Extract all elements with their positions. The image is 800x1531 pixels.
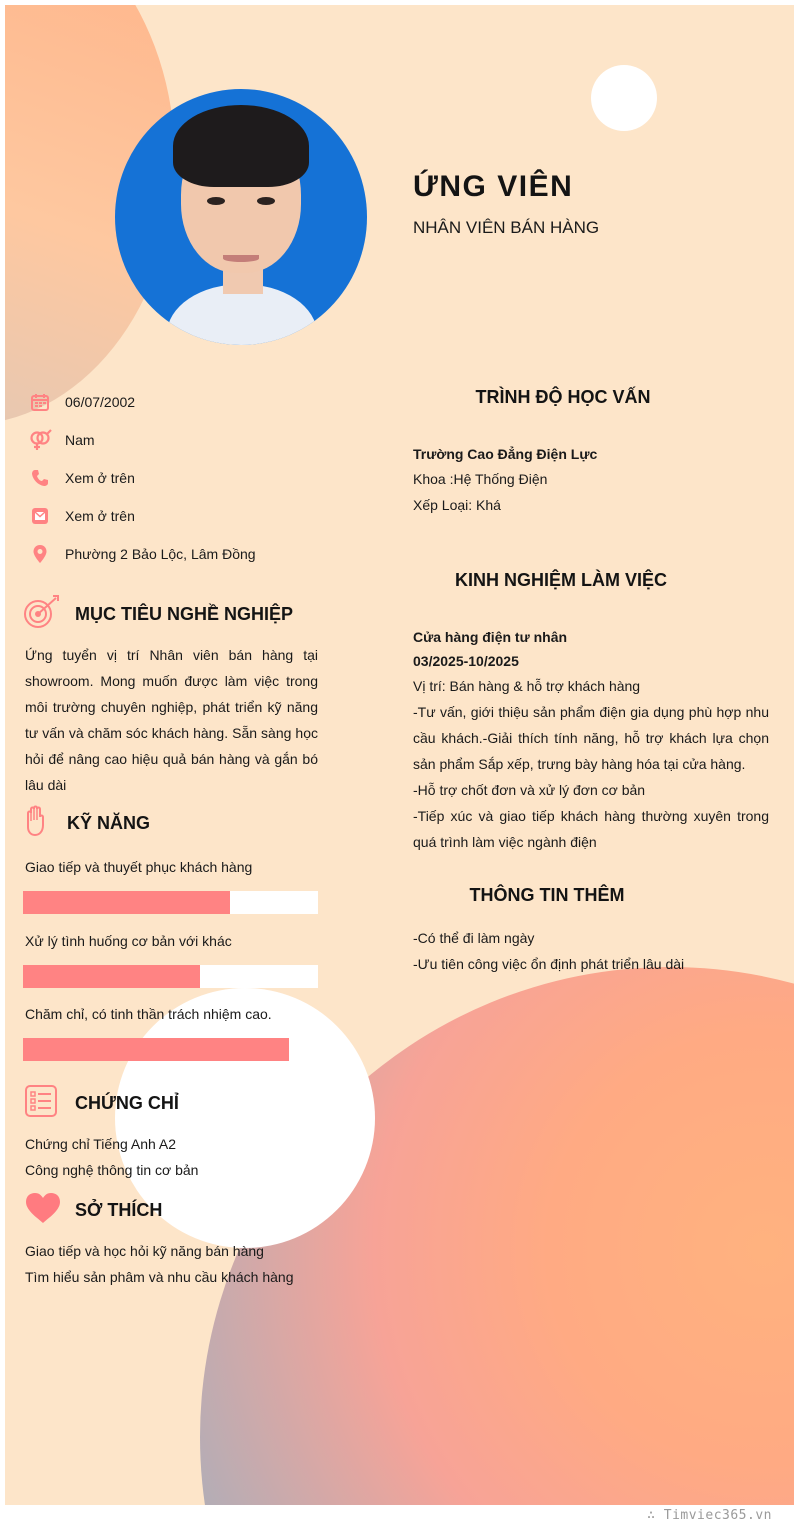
phone-text: Xem ở trên: [65, 470, 135, 486]
email-text: Xem ở trên: [65, 508, 135, 524]
birthday-text: 06/07/2002: [65, 394, 136, 410]
checklist-icon: [25, 1085, 57, 1122]
skills-title: KỸ NĂNG: [67, 813, 151, 833]
contact-birthday: [25, 383, 325, 421]
objective-header: [23, 595, 293, 634]
hobby-item: Tìm hiểu sản phâm và nhu cầu khách hàng: [25, 1269, 294, 1285]
cv-page: [5, 5, 794, 1505]
certificate-item: Chứng chỉ Tiếng Anh A2: [25, 1136, 177, 1152]
contact-email: [25, 497, 325, 535]
skill-bar-fill: [23, 891, 230, 914]
contact-gender: [25, 421, 325, 459]
experience-title: KINH NGHIỆM LÀM VIỆC: [454, 570, 667, 590]
contact-phone: [25, 459, 325, 497]
contact-list: [25, 383, 325, 573]
avatar-photo: [115, 89, 367, 345]
experience-position: Vị trí: Bán hàng & hỗ trợ khách hàng: [413, 678, 641, 694]
hobbies-title: SỞ THÍCH: [75, 1200, 163, 1220]
target-icon: [23, 595, 61, 634]
skill-bar-fill: [23, 1038, 289, 1061]
decor-dot-white: [591, 65, 657, 131]
phone-icon: [25, 469, 55, 487]
skills-header: [23, 805, 150, 842]
skill-bar: [23, 965, 318, 988]
experience-desc: -Tư vấn, giới thiệu sản phẩm điện gia dụng phù hợp nhu cầu khách.-Giải thích tính năng, hỗ trợ khách lựa chọn sản phẩm Sắp xếp, trưng bày hàng hóa tại cửa hàng.: [413, 704, 769, 772]
certificates-header: [25, 1085, 179, 1122]
contact-address: [25, 535, 325, 573]
skill-label: Xử lý tình huống cơ bản với khác: [25, 933, 232, 949]
objective-text: Ứng tuyển vị trí Nhân viên bán hàng tại showroom. Mong muốn được làm việc trong môi trường chuyên nghiệp, phát triển kỹ năng tư vấn và chăm sóc khách hàng. Sẵn sàng học hỏi để nâng cao hiệu quả bán hàng và gắn bó lâu dài: [25, 647, 318, 793]
email-icon: [25, 507, 55, 525]
experience-desc: -Hỗ trợ chốt đơn và xử lý đơn cơ bản: [413, 782, 646, 798]
certificates-title: CHỨNG CHỈ: [75, 1093, 179, 1113]
hobby-item: Giao tiếp và học hỏi kỹ năng bán hàng: [25, 1243, 264, 1259]
heart-icon: [25, 1192, 61, 1229]
skill-label: Giao tiếp và thuyết phục khách hàng: [25, 859, 253, 875]
education-major: Khoa :Hệ Thống Điện: [413, 471, 548, 487]
education-title: TRÌNH ĐỘ HỌC VẤN: [475, 387, 651, 407]
certificate-item: Công nghệ thông tin cơ bản: [25, 1162, 199, 1178]
education-grade: Xếp Loại: Khá: [413, 497, 501, 513]
calendar-icon: [25, 392, 55, 412]
skill-bar: [23, 891, 318, 914]
experience-company: Cửa hàng điện tư nhân: [413, 629, 568, 645]
address-text: Phường 2 Bảo Lộc, Lâm Đồng: [65, 546, 256, 562]
candidate-role: NHÂN VIÊN BÁN HÀNG: [413, 218, 600, 237]
footer-watermark: ∴ Timviec365.vn: [647, 1508, 772, 1523]
additional-title: THÔNG TIN THÊM: [469, 885, 625, 905]
gender-text: Nam: [65, 432, 95, 448]
experience-desc: -Tiếp xúc và giao tiếp khách hàng thường xuyên trong quá trình làm việc ngành điện: [413, 808, 769, 850]
location-pin-icon: [25, 544, 55, 564]
gender-icon: [25, 429, 55, 451]
skill-bar-fill: [23, 965, 200, 988]
objective-title: MỤC TIÊU NGHỀ NGHIỆP: [75, 604, 294, 624]
additional-item: -Ưu tiên công việc ổn định phát triển lâu dài: [413, 956, 685, 972]
hobbies-header: [25, 1192, 162, 1229]
additional-item: -Có thể đi làm ngày: [413, 930, 535, 946]
skill-label: Chăm chỉ, có tinh thần trách nhiệm cao.: [25, 1006, 272, 1022]
hand-icon: [23, 805, 53, 842]
candidate-name: ỨNG VIÊN: [413, 170, 574, 203]
experience-period: 03/2025-10/2025: [413, 653, 519, 669]
education-school: Trường Cao Đẳng Điện Lực: [413, 446, 598, 462]
skill-bar: [23, 1038, 318, 1061]
